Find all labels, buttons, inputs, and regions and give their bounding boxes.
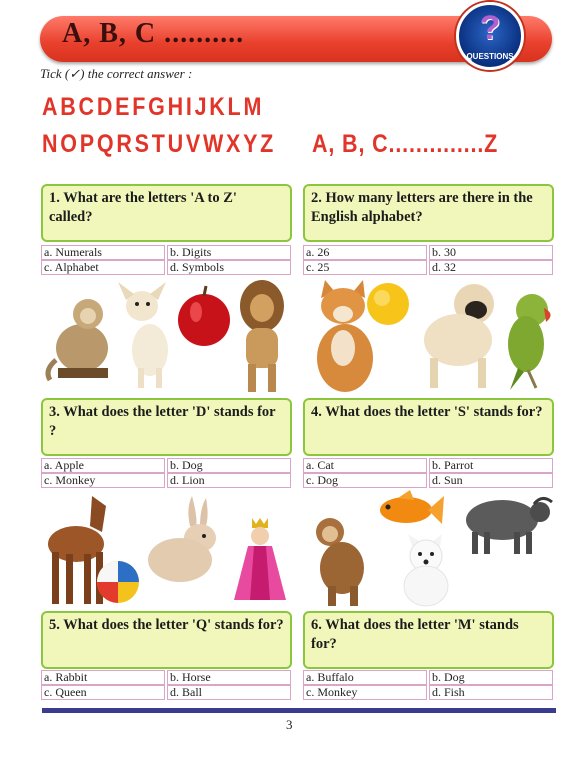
question-6-box (303, 611, 554, 669)
option-1b[interactable]: b. Digits (167, 245, 291, 260)
question-2-options (303, 245, 554, 277)
question-5-options (41, 670, 292, 702)
option-3a[interactable]: a. Apple (41, 458, 165, 473)
page-title: A, B, C .......... (62, 18, 245, 49)
option-6a[interactable]: a. Buffalo (303, 670, 427, 685)
option-3b[interactable]: b. Dog (167, 458, 291, 473)
option-5d[interactable]: d. Ball (167, 685, 291, 700)
option-1d[interactable]: d. Symbols (167, 260, 291, 275)
spitz-dog-image (398, 534, 454, 606)
buffalo-image (462, 494, 552, 556)
question-mark-icon: ? (479, 9, 501, 47)
questions-badge (456, 2, 524, 70)
question-2-box (303, 184, 554, 242)
question-1-box (41, 184, 292, 242)
rabbit-image (146, 494, 224, 586)
option-2c[interactable]: c. 25 (303, 260, 427, 275)
question-1-options (41, 245, 292, 277)
queen-image (232, 516, 288, 602)
option-5a[interactable]: a. Rabbit (41, 670, 165, 685)
alphabet-range: A, B, C..............Z (312, 130, 499, 158)
parrot-image (500, 288, 556, 392)
option-2b[interactable]: b. 30 (429, 245, 553, 260)
option-1a[interactable]: a. Numerals (41, 245, 165, 260)
option-1c[interactable]: c. Alphabet (41, 260, 165, 275)
chihuahua-image (118, 280, 182, 390)
alphabet-line-2: NOPQRSTUVWXYZ (42, 130, 277, 158)
questions-badge-label: QUESTIONS (466, 52, 514, 61)
apple-image (176, 286, 232, 348)
question-3-box (41, 398, 292, 456)
question-1-text: 1. What are the letters 'A to Z' called? (49, 190, 237, 225)
option-2d[interactable]: d. 32 (429, 260, 553, 275)
question-4-options (303, 458, 554, 490)
page-number: 3 (286, 717, 293, 732)
question-5-box (41, 611, 292, 669)
question-4-box (303, 398, 554, 456)
monkey-image (44, 290, 116, 382)
alphabet-line-1: ABCDEFGHIJKLM (42, 93, 265, 121)
option-4b[interactable]: b. Parrot (429, 458, 553, 473)
pug-image (420, 278, 500, 394)
option-3d[interactable]: d. Lion (167, 473, 291, 488)
instruction-text: Tick (✓) the correct answer : (40, 66, 193, 81)
footer-divider (42, 708, 556, 713)
question-4-text: 4. What does the letter 'S' stands for? (311, 404, 543, 420)
ball-image (96, 560, 140, 604)
question-6-options (303, 670, 554, 702)
option-4d[interactable]: d. Sun (429, 473, 553, 488)
question-6-text: 6. What does the letter 'M' stands for? (311, 617, 519, 652)
option-5b[interactable]: b. Horse (167, 670, 291, 685)
option-3c[interactable]: c. Monkey (41, 473, 165, 488)
lion-image (236, 278, 288, 394)
sun-image (366, 282, 410, 326)
option-4a[interactable]: a. Cat (303, 458, 427, 473)
question-3-options (41, 458, 292, 490)
option-6b[interactable]: b. Dog (429, 670, 553, 685)
option-6c[interactable]: c. Monkey (303, 685, 427, 700)
fish-image (372, 490, 444, 530)
question-2-text: 2. How many letters are there in the English alphabet? (311, 190, 533, 225)
option-5c[interactable]: c. Queen (41, 685, 165, 700)
option-4c[interactable]: c. Dog (303, 473, 427, 488)
option-6d[interactable]: d. Fish (429, 685, 553, 700)
question-5-text: 5. What does the letter 'Q' stands for? (49, 617, 284, 633)
monkey-2-image (306, 514, 370, 608)
question-3-text: 3. What does the letter 'D' stands for ? (49, 404, 276, 439)
option-2a[interactable]: a. 26 (303, 245, 427, 260)
